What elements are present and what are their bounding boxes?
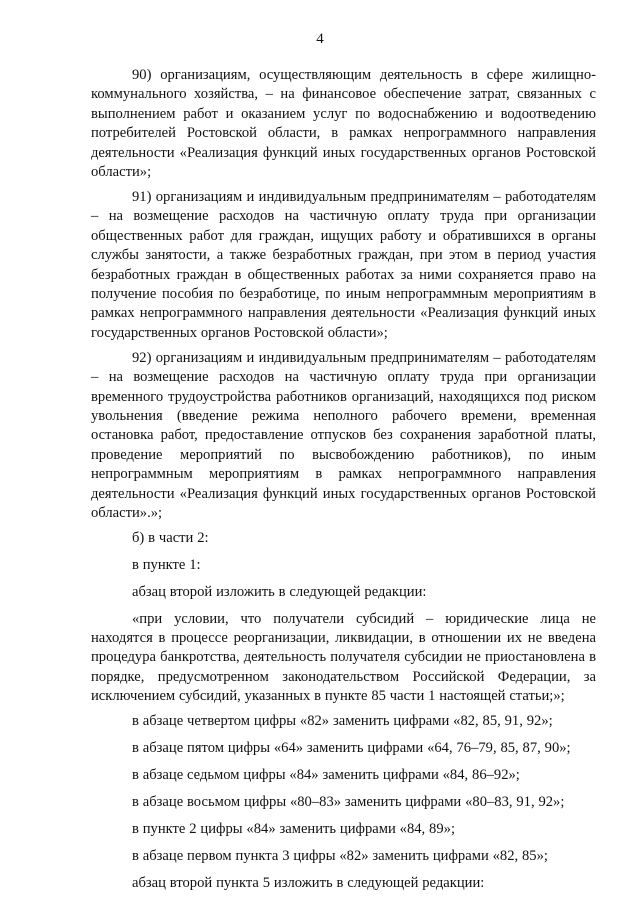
paragraph-amendment-7: абзац второй пункта 5 изложить в следующей редакции:: [132, 874, 485, 891]
document-body: [91, 66, 596, 900]
paragraph-amendment-3: в абзаце седьмом цифры «84» заменить цифрами «84, 86–92»;: [132, 766, 520, 783]
paragraph-amendment-6: в абзаце первом пункта 3 цифры «82» заменить цифрами «82, 85»;: [132, 847, 548, 864]
paragraph-item-92: 92) организациям и индивидуальным предпринимателям – работодателям – на возмещение расходов на частичную оплату труда при организации временного трудоустройства работников организаций, находящихся под риском увольнения (введение режима неполного рабочего времени, временная остановка работ, предоставление отпусков без сохранения заработной платы, проведение мероприятий по высвобождению работников), по иным непрограммным мероприятиям в рамках непрограммного направления деятельности «Реализация функций иных государственных органов Ростовской области».»;: [91, 349, 596, 521]
paragraph-part-2-heading: б) в части 2:: [132, 529, 209, 546]
paragraph-amendment-4: в абзаце восьмом цифры «80–83» заменить цифрами «80–83, 91, 92»;: [132, 793, 565, 810]
paragraph-point-1-heading: в пункте 1:: [132, 556, 201, 573]
paragraph-new-wording: «при условии, что получатели субсидий – юридические лица не находятся в процессе реорганизации, ликвидации, в отношении их не введена процедура банкротства, деятельность получателя субсидии не приостановлена в порядке, предусмотренном законодательством Российской Федерации, за исключением субсидий, указанных в пункте 85 части 1 настоящей статьи;»;: [91, 610, 596, 705]
page-number: 4: [316, 31, 324, 47]
paragraph-item-91: 91) организациям и индивидуальным предпринимателям – работодателям – на возмещение расходов на частичную оплату труда при организации общественных работ для граждан, ищущих работу и обратившихся в органы службы занятости, а также безработных граждан, при этом в период участия безработных граждан в общественных работах за ними сохраняется право на получение пособия по безработице, по иным непрограммным мероприятиям в рамках непрограммного направления деятельности «Реализация функций иных государственных органов Ростовской области»;: [91, 188, 596, 341]
paragraph-amendment-1: в абзаце четвертом цифры «82» заменить цифрами «82, 85, 91, 92»;: [132, 713, 553, 730]
paragraph-item-90: 90) организациям, осуществляющим деятельность в сфере жилищно-коммунального хозяйства, – на финансовое обеспечение затрат, связанных с выполнением работ и оказанием услуг по водоснабжению и водоотведению потребителей Ростовской области, в рамках непрограммного направления деятельности «Реализация функций иных государственных органов Ростовской области»;: [91, 67, 596, 181]
paragraph-abzac-intro: абзац второй изложить в следующей редакции:: [132, 583, 427, 600]
paragraph-amendment-2: в абзаце пятом цифры «64» заменить цифрами «64, 76–79, 85, 87, 90»;: [132, 740, 571, 756]
paragraph-amendment-5: в пункте 2 цифры «84» заменить цифрами «84, 89»;: [132, 820, 455, 837]
